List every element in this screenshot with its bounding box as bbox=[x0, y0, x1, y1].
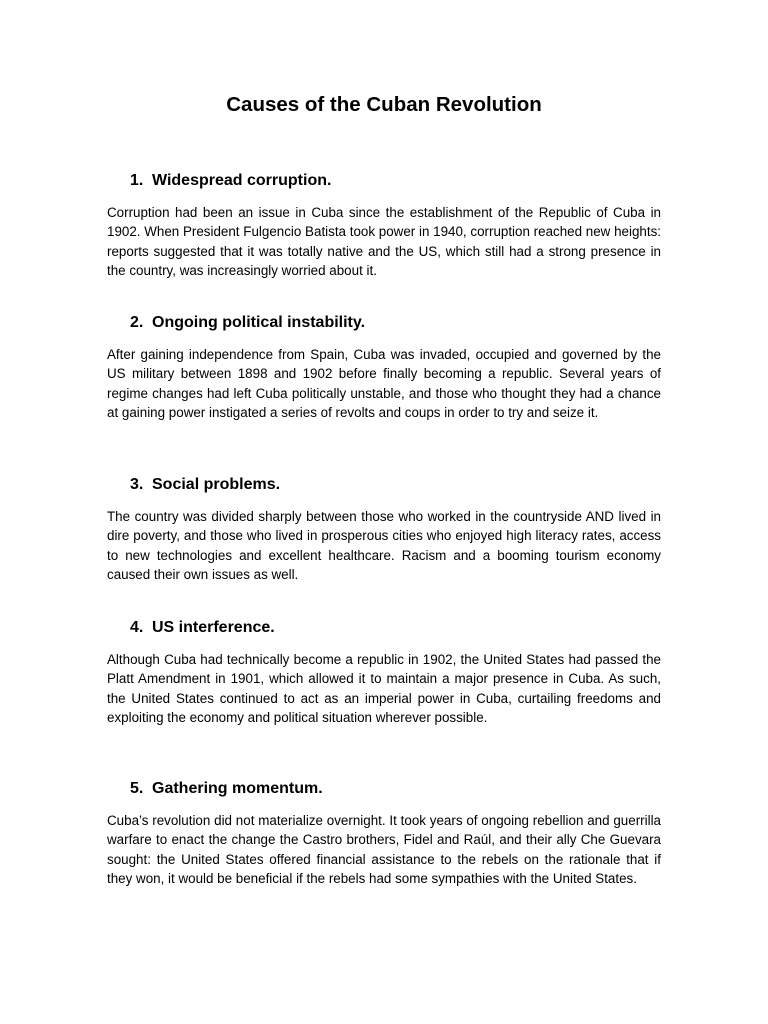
section-heading-1 bbox=[130, 171, 331, 191]
section-heading-text-3: Social problems. bbox=[152, 476, 281, 493]
document-title: Causes of the Cuban Revolution bbox=[226, 93, 542, 116]
section-body-2: After gaining independence from Spain, Cuba was invaded, occupied and governed by the US military between 1898 and 1902 before finally becoming a republic. Several years of regime changes had left Cuba politically unstable, and those who thought they had a chance at gaining power instigated a series of revolts and coups in order to try and seize it. bbox=[107, 347, 661, 420]
section-heading-text-2: Ongoing political instability. bbox=[152, 314, 366, 331]
section-number-5: 5. bbox=[130, 780, 144, 797]
section-body-1: Corruption had been an issue in Cuba since the establishment of the Republic of Cuba in 1902. When President Fulgencio Batista took power in 1940, corruption reached new heights: reports suggested that it was totally native and the US, which still had a strong presence in the country, was increasingly worried about it. bbox=[107, 205, 661, 278]
section-number-2: 2. bbox=[130, 314, 144, 331]
section-body-4: Although Cuba had technically become a republic in 1902, the United States had passed the Platt Amendment in 1901, which allowed it to maintain a major presence in Cuba. As such, the United States continued to act as an imperial power in Cuba, curtailing freedoms and exploiting the economy and political situation wherever possible. bbox=[107, 652, 661, 725]
section-heading-4 bbox=[130, 618, 275, 638]
section-body-5: Cuba’s revolution did not materialize overnight. It took years of ongoing rebellion and guerrilla warfare to enact the change the Castro brothers, Fidel and Raúl, and their ally Che Guevara sought: the United States offered financial assistance to the rebels on the rationale that if they won, it would be beneficial if the rebels had some sympathies with the United States. bbox=[107, 813, 661, 886]
section-heading-2 bbox=[130, 313, 365, 333]
section-number-3: 3. bbox=[130, 476, 144, 493]
section-heading-text-4: US interference. bbox=[152, 619, 275, 636]
section-number-4: 4. bbox=[130, 619, 144, 636]
section-number-1: 1. bbox=[130, 172, 144, 189]
section-heading-5 bbox=[130, 779, 323, 799]
section-heading-3 bbox=[130, 475, 280, 495]
section-heading-text-5: Gathering momentum. bbox=[152, 780, 323, 797]
section-heading-text-1: Widespread corruption. bbox=[152, 172, 332, 189]
section-body-3: The country was divided sharply between those who worked in the countryside AND lived in dire poverty, and those who lived in prosperous cities who enjoyed high literacy rates, access to new technologies and excellent healthcare. Racism and a booming tourism economy caused their own issues as well. bbox=[107, 509, 661, 582]
